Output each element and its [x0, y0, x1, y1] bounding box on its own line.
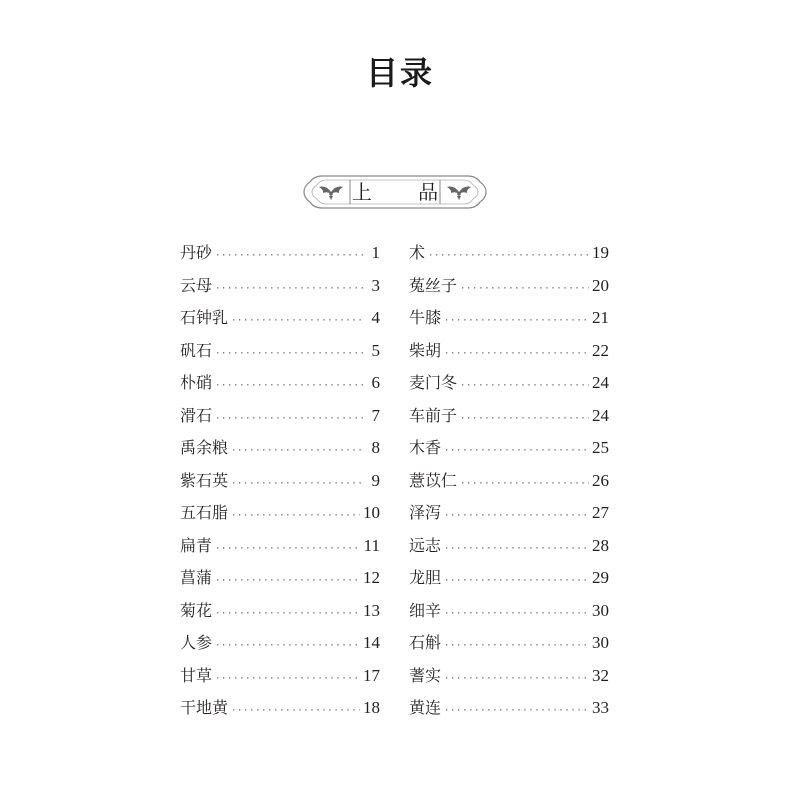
- toc-entry[interactable]: [409, 692, 609, 725]
- toc-entry[interactable]: [180, 237, 380, 270]
- section-banner: [300, 172, 490, 212]
- toc-entry-title: 术: [409, 243, 426, 262]
- toc-dot-leader: [444, 533, 589, 565]
- toc-entry-title: 紫石英: [180, 470, 229, 490]
- toc-dot-leader: [215, 598, 360, 630]
- toc-entry-page: 11: [363, 535, 380, 555]
- toc-entry[interactable]: [409, 302, 609, 335]
- toc-dot-leader: [231, 435, 363, 467]
- toc-entry-title: 干地黄: [180, 698, 229, 717]
- toc-entry[interactable]: [180, 692, 380, 725]
- toc-entry-page: 32: [592, 665, 609, 685]
- toc-entry-title: 扁青: [180, 535, 213, 555]
- toc-dot-leader: [444, 630, 589, 662]
- toc-entry-page: 6: [371, 373, 380, 392]
- toc-dot-leader: [460, 403, 589, 435]
- toc-dot-leader: [231, 695, 360, 727]
- toc-entry-page: 33: [592, 698, 609, 717]
- toc-entry-title: 菟丝子: [409, 275, 458, 295]
- toc-entry-page: 1: [371, 243, 380, 262]
- toc-entry[interactable]: [409, 367, 609, 400]
- toc-entry-title: 菖蒲: [180, 568, 213, 587]
- toc-entry-page: 3: [371, 275, 380, 295]
- toc-entry[interactable]: [409, 660, 609, 693]
- toc-entry[interactable]: [409, 465, 609, 498]
- toc-dot-leader: [231, 500, 360, 532]
- toc-entry-page: 14: [363, 633, 380, 652]
- toc-entry-page: 8: [371, 438, 380, 457]
- toc-dot-leader: [444, 435, 589, 467]
- toc-entry-page: 9: [371, 470, 380, 490]
- toc-entry[interactable]: [409, 595, 609, 628]
- toc-dot-leader: [460, 273, 589, 305]
- toc-entry-title: 矾石: [180, 340, 213, 360]
- toc-entry-page: 17: [363, 665, 380, 685]
- toc-entry[interactable]: [180, 530, 380, 563]
- toc-entry-title: 朴硝: [180, 373, 213, 392]
- toc-dot-leader: [444, 565, 589, 597]
- toc-entry[interactable]: [409, 270, 609, 303]
- toc-entry[interactable]: [180, 400, 380, 433]
- toc-dot-leader: [215, 338, 363, 370]
- toc-entry-title: 龙胆: [409, 568, 442, 587]
- toc-entry[interactable]: [180, 270, 380, 303]
- toc-entry-title: 细辛: [409, 600, 442, 620]
- toc-entry-page: 24: [592, 373, 609, 392]
- toc-entry[interactable]: [180, 432, 380, 465]
- toc-dot-leader: [444, 598, 589, 630]
- toc-entry-title: 甘草: [180, 665, 213, 685]
- toc-entry-page: 30: [592, 600, 609, 620]
- toc-dot-leader: [215, 370, 363, 402]
- toc-entry-page: 19: [592, 243, 609, 262]
- toc-entry-page: 4: [371, 308, 380, 327]
- toc-entry[interactable]: [409, 627, 609, 660]
- toc-entry[interactable]: [180, 465, 380, 498]
- toc-dot-leader: [444, 338, 589, 370]
- toc-entry-title: 菊花: [180, 600, 213, 620]
- toc-entry-page: 25: [592, 438, 609, 457]
- toc-entry[interactable]: [180, 660, 380, 693]
- toc-entry-page: 26: [592, 470, 609, 490]
- toc-entry-title: 蓍实: [409, 665, 442, 685]
- toc-dot-leader: [444, 500, 589, 532]
- toc-entry-page: 28: [592, 535, 609, 555]
- toc-entry-page: 29: [592, 568, 609, 587]
- toc-entry-title: 泽泻: [409, 503, 442, 522]
- toc-entry-title: 柴胡: [409, 340, 442, 360]
- toc-entry[interactable]: [180, 335, 380, 368]
- toc-entry[interactable]: [409, 400, 609, 433]
- toc-dot-leader: [231, 468, 363, 500]
- toc-dot-leader: [444, 695, 589, 727]
- toc-entry-page: 5: [371, 340, 380, 360]
- toc-entry-page: 18: [363, 698, 380, 717]
- toc-dot-leader: [215, 403, 363, 435]
- toc-entry-title: 滑石: [180, 405, 213, 425]
- toc-entry-title: 远志: [409, 535, 442, 555]
- toc-entry-title: 丹砂: [180, 243, 213, 262]
- toc-entry-title: 五石脂: [180, 503, 229, 522]
- page-title: 目录: [365, 54, 434, 92]
- toc-right-column: [409, 237, 609, 725]
- toc-dot-leader: [460, 468, 589, 500]
- toc-entry[interactable]: [180, 562, 380, 595]
- toc-entry[interactable]: [180, 302, 380, 335]
- toc-entry-page: 7: [371, 405, 380, 425]
- toc-dot-leader: [215, 273, 363, 305]
- toc-entry-page: 21: [592, 308, 609, 327]
- toc-entry-page: 20: [592, 275, 609, 295]
- toc-dot-leader: [444, 663, 589, 695]
- toc-dot-leader: [444, 305, 589, 337]
- toc-dot-leader: [215, 533, 361, 565]
- toc-dot-leader: [428, 240, 589, 272]
- toc-entry-page: 12: [363, 568, 380, 587]
- section-label: 上 品: [351, 180, 459, 204]
- toc-dot-leader: [231, 305, 363, 337]
- toc-entry[interactable]: [180, 595, 380, 628]
- toc-entry-title: 人参: [180, 633, 213, 652]
- toc-entry-page: 10: [363, 503, 380, 522]
- toc-entry-title: 木香: [409, 438, 442, 457]
- toc-entry[interactable]: [409, 335, 609, 368]
- toc-entry[interactable]: [409, 530, 609, 563]
- toc-entry-title: 石钟乳: [180, 308, 229, 327]
- toc-entry-title: 麦门冬: [409, 373, 458, 392]
- toc-entry[interactable]: [180, 627, 380, 660]
- toc-entry[interactable]: [409, 237, 609, 270]
- toc-entry-title: 薏苡仁: [409, 470, 458, 490]
- toc-entry-page: 30: [592, 633, 609, 652]
- toc-dot-leader: [215, 565, 360, 597]
- toc-entry-title: 牛膝: [409, 308, 442, 327]
- toc-dot-leader: [215, 630, 360, 662]
- toc-entry-title: 云母: [180, 275, 213, 295]
- toc-entry[interactable]: [409, 497, 609, 530]
- toc-entry-page: 27: [592, 503, 609, 522]
- toc-entry[interactable]: [409, 432, 609, 465]
- toc-entry-title: 禹余粮: [180, 438, 229, 457]
- toc-entry-title: 石斛: [409, 633, 442, 652]
- toc-dot-leader: [215, 240, 363, 272]
- toc-entry-page: 22: [592, 340, 609, 360]
- toc-entry[interactable]: [409, 562, 609, 595]
- toc-entry-title: 车前子: [409, 405, 458, 425]
- toc-left-column: [180, 237, 380, 725]
- toc-entry[interactable]: [180, 367, 380, 400]
- toc-entry-title: 黄连: [409, 698, 442, 717]
- toc-entry-page: 13: [363, 600, 380, 620]
- toc-entry-page: 24: [592, 405, 609, 425]
- toc-dot-leader: [460, 370, 589, 402]
- toc-entry[interactable]: [180, 497, 380, 530]
- toc-dot-leader: [215, 663, 360, 695]
